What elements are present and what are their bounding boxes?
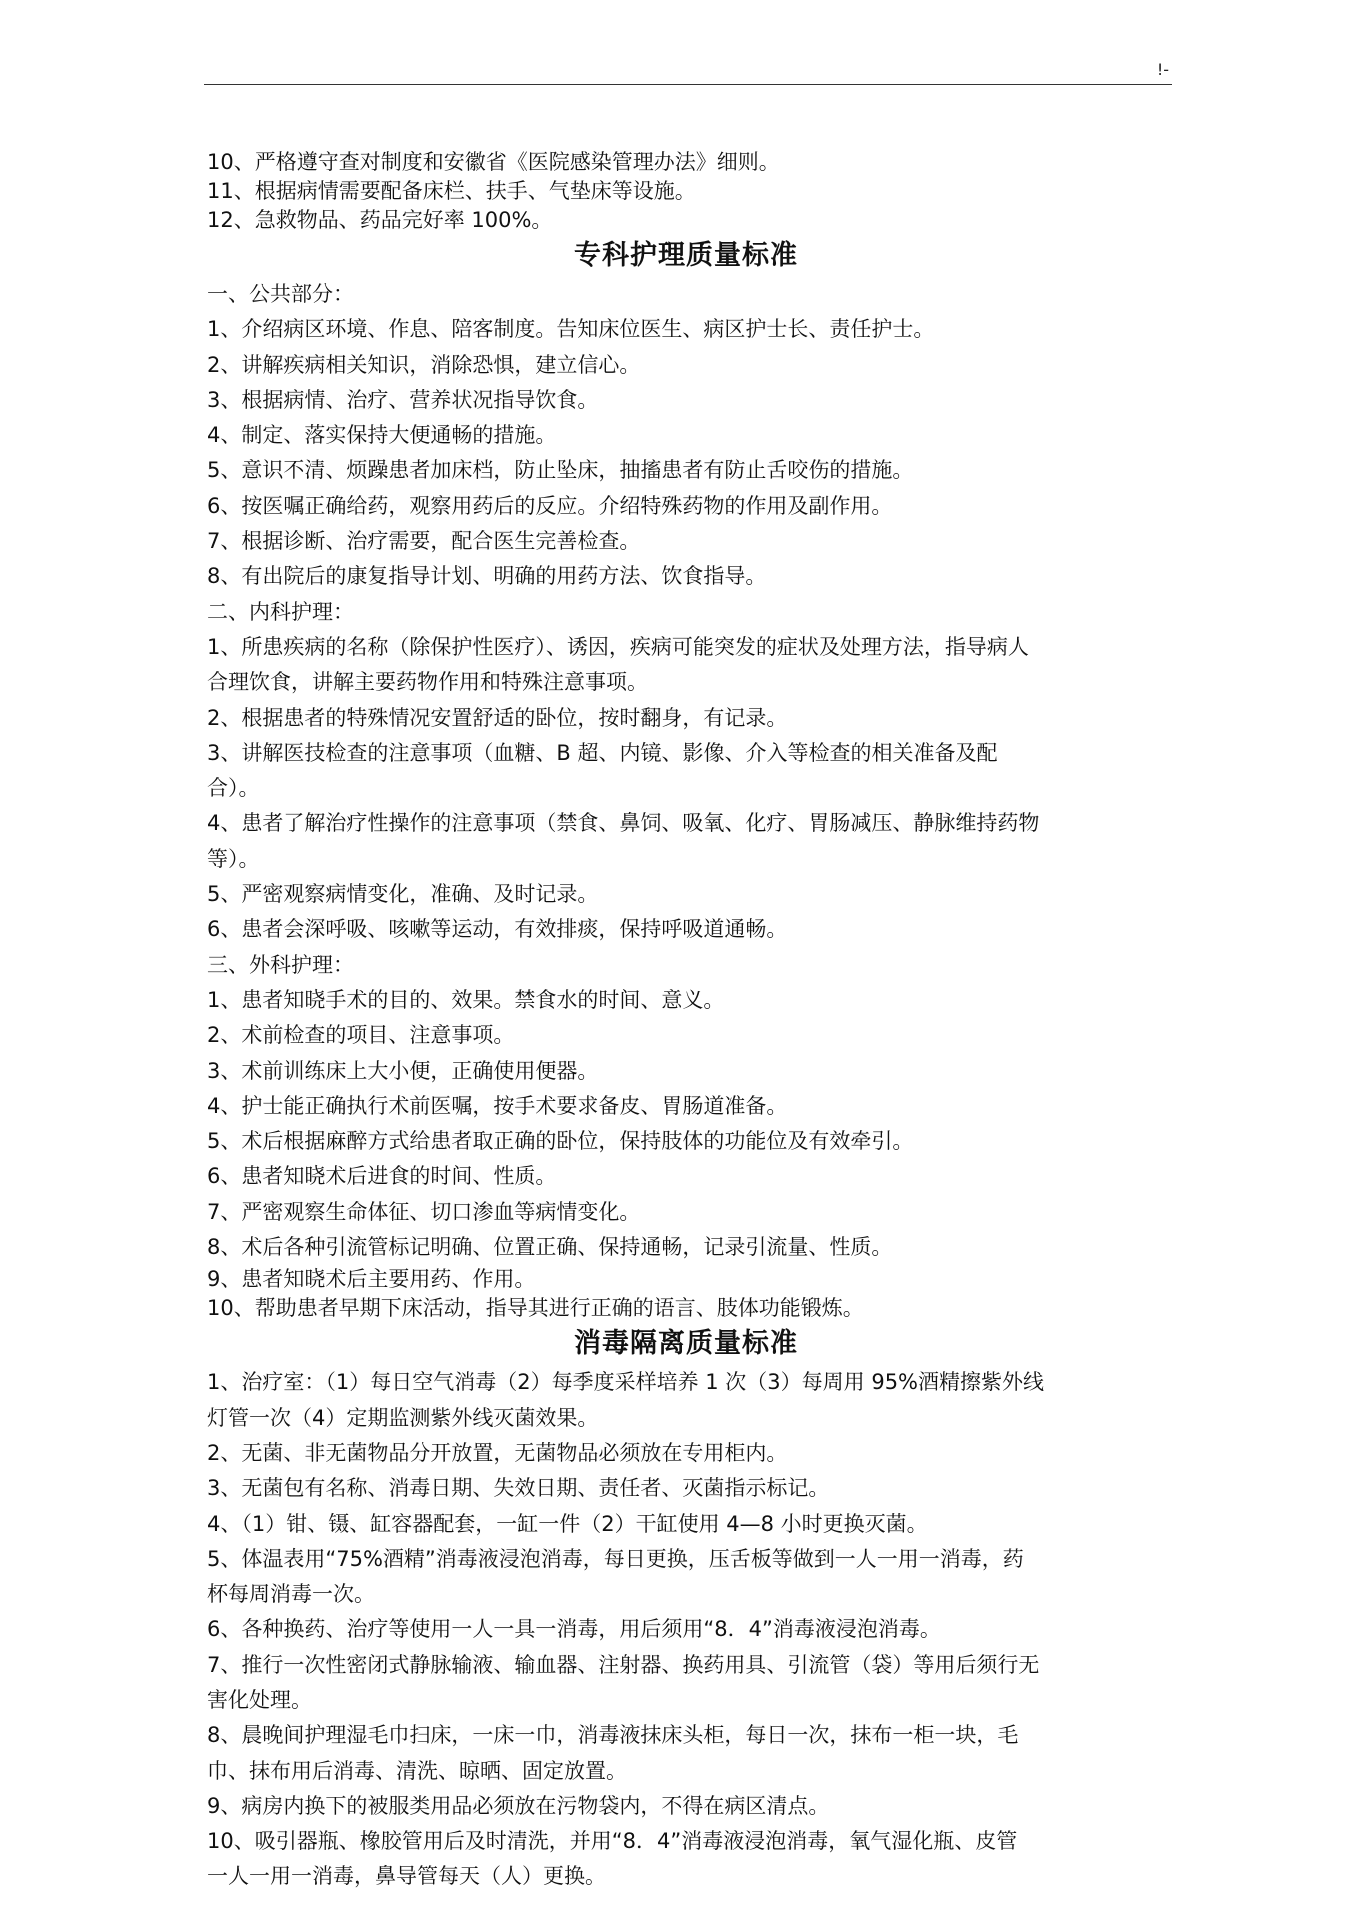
section-line: 3、无菌包有名称、消毒日期、失效日期、责任者、灭菌指示标记。 bbox=[207, 1476, 830, 1501]
section-line: 2、术前检查的项目、注意事项。 bbox=[207, 1023, 515, 1048]
section-title-disinfection-isolation: 消毒隔离质量标准 bbox=[574, 1328, 798, 1360]
section-line: 4、患者了解治疗性操作的注意事项（禁食、鼻饲、吸氧、化疗、胃肠减压、静脉维持药物 bbox=[207, 811, 1040, 836]
section-line: 4、制定、落实保持大便通畅的措施。 bbox=[207, 423, 557, 448]
section-line: 1、所患疾病的名称（除保护性医疗）、诱因，疾病可能突发的症状及处理方法，指导病人 bbox=[207, 634, 1029, 659]
section-line: 5、严密观察病情变化，准确、及时记录。 bbox=[207, 882, 599, 907]
section-line: 1、介绍病区环境、作息、陪客制度。告知床位医生、病区护士长、责任护士。 bbox=[207, 317, 935, 342]
section-line: 1、患者知晓手术的目的、效果。禁食水的时间、意义。 bbox=[207, 987, 725, 1012]
section-line: 合）。 bbox=[207, 776, 260, 801]
section-line: 4、（1）钳、镊、缸容器配套，一缸一件（2）干缸使用 4—8 小时更换灭菌。 bbox=[207, 1511, 928, 1536]
intro-line: 12、急救物品、药品完好率 100%。 bbox=[207, 208, 553, 232]
section-line: 3、术前训练床上大小便，正确使用便器。 bbox=[207, 1058, 599, 1083]
section-line: 二、内科护理： bbox=[207, 599, 354, 624]
section-line: 5、术后根据麻醉方式给患者取正确的卧位，保持肢体的功能位及有效牵引。 bbox=[207, 1129, 914, 1154]
section-line: 杯每周消毒一次。 bbox=[207, 1582, 375, 1607]
section-line: 10、帮助患者早期下床活动，指导其进行正确的语言、肢体功能锻炼。 bbox=[207, 1296, 864, 1321]
section-line: 4、护士能正确执行术前医嘱，按手术要求备皮、胃肠道准备。 bbox=[207, 1093, 788, 1118]
section-line: 8、术后各种引流管标记明确、位置正确、保持通畅，记录引流量、性质。 bbox=[207, 1235, 893, 1260]
section-title-specialty-nursing: 专科护理质量标准 bbox=[574, 240, 798, 271]
section-line: 2、无菌、非无菌物品分开放置，无菌物品必须放在专用柜内。 bbox=[207, 1440, 788, 1465]
section-line: 一、公共部分： bbox=[207, 282, 354, 306]
section-line: 合理饮食，讲解主要药物作用和特殊注意事项。 bbox=[207, 670, 648, 695]
section-line: 8、晨晚间护理湿毛巾扫床，一床一巾，消毒液抹床头柜，每日一次，抹布一柜一块，毛 bbox=[207, 1723, 1019, 1748]
header-rule bbox=[204, 84, 1172, 85]
section-line: 一人一用一消毒，鼻导管每天（人）更换。 bbox=[207, 1864, 606, 1889]
section-line: 3、根据病情、治疗、营养状况指导饮食。 bbox=[207, 387, 599, 412]
section-line: 2、讲解疾病相关知识，消除恐惧，建立信心。 bbox=[207, 352, 641, 377]
section-specialty-nursing bbox=[207, 277, 1165, 1323]
section-line: 灯管一次（4）定期监测紫外线灭菌效果。 bbox=[207, 1405, 599, 1430]
section-line: 6、患者会深呼吸、咳嗽等运动，有效排痰，保持呼吸道通畅。 bbox=[207, 917, 788, 942]
section-line: 6、按医嘱正确给药，观察用药后的反应。介绍特殊药物的作用及副作用。 bbox=[207, 493, 893, 518]
section-line: 9、病房内换下的被服类用品必须放在污物袋内，不得在病区清点。 bbox=[207, 1793, 830, 1818]
header-mark: !- bbox=[1156, 60, 1169, 79]
intro-line: 10、严格遵守查对制度和安徽省《医院感染管理办法》细则。 bbox=[207, 150, 780, 174]
section-line: 5、意识不清、烦躁患者加床档，防止坠床，抽搐患者有防止舌咬伤的措施。 bbox=[207, 458, 914, 483]
document-body bbox=[207, 148, 1165, 1895]
section-line: 害化处理。 bbox=[207, 1687, 312, 1712]
section-line: 9、患者知晓术后主要用药、作用。 bbox=[207, 1267, 536, 1292]
section-line: 等）。 bbox=[207, 846, 260, 871]
section-line: 2、根据患者的特殊情况安置舒适的卧位，按时翻身，有记录。 bbox=[207, 705, 788, 730]
section-line: 三、外科护理： bbox=[207, 952, 354, 977]
section-line: 6、患者知晓术后进食的时间、性质。 bbox=[207, 1164, 557, 1189]
section-line: 5、体温表用“75%酒精”消毒液浸泡消毒，每日更换，压舌板等做到一人一用一消毒，药 bbox=[207, 1546, 1024, 1571]
section-line: 10、吸引器瓶、橡胶管用后及时清洗，并用“8．4”消毒液浸泡消毒，氧气湿化瓶、皮管 bbox=[207, 1829, 1018, 1854]
section-line: 7、推行一次性密闭式静脉输液、输血器、注射器、换药用具、引流管（袋）等用后须行无 bbox=[207, 1652, 1040, 1677]
section-line: 8、有出院后的康复指导计划、明确的用药方法、饮食指导。 bbox=[207, 564, 767, 589]
section-disinfection-isolation bbox=[207, 1365, 1165, 1894]
section-line: 7、严密观察生命体征、切口渗血等病情变化。 bbox=[207, 1199, 641, 1224]
section-line: 3、讲解医技检查的注意事项（血糖、B 超、内镜、影像、介入等检查的相关准备及配 bbox=[207, 740, 998, 765]
intro-line: 11、根据病情需要配备床栏、扶手、气垫床等设施。 bbox=[207, 179, 696, 203]
section-line: 巾、抹布用后消毒、清洗、晾晒、固定放置。 bbox=[207, 1758, 627, 1783]
section-line: 6、各种换药、治疗等使用一人一具一消毒，用后须用“8．4”消毒液浸泡消毒。 bbox=[207, 1617, 941, 1642]
section-line: 1、治疗室：（1）每日空气消毒（2）每季度采样培养 1 次（3）每周用 95%酒精擦紫外线 bbox=[207, 1370, 1045, 1395]
section-line: 7、根据诊断、治疗需要，配合医生完善检查。 bbox=[207, 529, 641, 554]
